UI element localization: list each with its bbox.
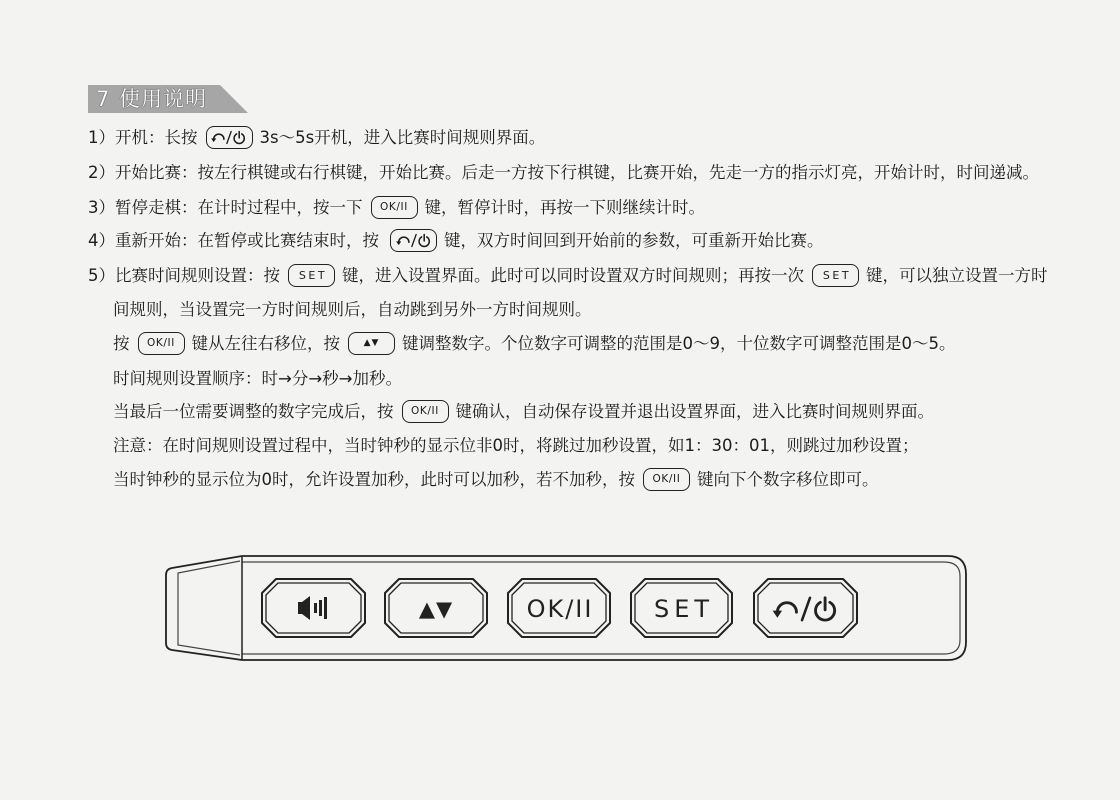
- ok-pause-key: OK/II: [643, 468, 690, 491]
- reset-power-icon: [395, 232, 433, 249]
- instruction-continuation: [113, 297, 592, 323]
- device-button-adjust-label: ▲▼: [418, 597, 454, 621]
- line-text: 键，暂停计时，再按一下则继续计时。: [424, 198, 705, 217]
- section-header: [88, 85, 250, 114]
- device-button-ok-pause-label: OK/II: [526, 595, 594, 623]
- line-text: 时间规则设置顺序：时→分→秒→加秒。: [113, 369, 402, 388]
- instruction-time-rule-setting: [88, 263, 1048, 289]
- reset-power-icon: [773, 598, 835, 620]
- device-button-set-label: SET: [653, 595, 715, 623]
- line-text: 键确认，自动保存设置并退出设置界面，进入比赛时间规则界面。: [455, 402, 934, 421]
- instruction-restart: [88, 228, 824, 254]
- adjust-key: ▲▼: [348, 332, 395, 355]
- line-text: 键调整数字。个位数字可调整的范围是0～9，十位数字可调整范围是0～5。: [402, 334, 956, 353]
- line-text: 键，进入设置界面。此时可以同时设置双方时间规则；再按一次: [342, 266, 804, 285]
- line-text: 当时钟秒的显示位为0时，允许设置加秒，此时可以加秒，若不加秒，按: [113, 470, 635, 489]
- line-text: 3）暂停走棋：在计时过程中，按一下: [88, 198, 363, 217]
- ok-pause-key: OK/II: [371, 196, 418, 219]
- instruction-move-and-adjust: [113, 331, 956, 357]
- line-text: 4）重新开始：在暂停或比赛结束时，按: [88, 231, 379, 250]
- instruction-note-continued: [113, 467, 879, 493]
- line-text: 3s～5s开机，进入比赛时间规则界面。: [259, 128, 546, 147]
- instruction-confirm: [113, 399, 934, 425]
- line-text: 1）开机：长按: [88, 128, 198, 147]
- reset-power-icon: [210, 129, 248, 146]
- line-text: 按: [113, 334, 130, 353]
- line-text: 当最后一位需要调整的数字完成后，按: [113, 402, 394, 421]
- instruction-note: [113, 433, 919, 459]
- reset-power-key: [390, 229, 437, 252]
- section-title: 使用说明: [119, 87, 207, 111]
- section-number: 7: [96, 87, 110, 111]
- instruction-start-game: [88, 160, 1039, 186]
- line-text: 键从左往右移位，按: [191, 334, 340, 353]
- speaker-icon: [298, 596, 327, 620]
- line-text: 5）比赛时间规则设置：按: [88, 266, 280, 285]
- instruction-power-on: [88, 125, 545, 151]
- line-text: 键向下个数字移位即可。: [697, 470, 879, 489]
- reset-power-key: [206, 126, 253, 149]
- line-text: 注意：在时间规则设置过程中，当时钟秒的显示位非0时，将跳过加秒设置，如1：30：01，则跳过加秒设置；: [113, 436, 919, 455]
- device-illustration: [160, 548, 972, 670]
- set-key: SET: [288, 264, 335, 287]
- instruction-setting-order: [113, 366, 402, 392]
- line-text: 间规则，当设置完一方时间规则后，自动跳到另外一方时间规则。: [113, 300, 592, 319]
- line-text: 键，可以独立设置一方时: [866, 266, 1048, 285]
- ok-pause-key: OK/II: [138, 332, 185, 355]
- set-key: SET: [812, 264, 859, 287]
- line-text: 2）开始比赛：按左行棋键或右行棋键，开始比赛。后走一方按下行棋键，比赛开始，先走一方的指示灯亮，开始计时，时间递减。: [88, 163, 1039, 182]
- device-button-volume: [262, 579, 365, 637]
- instruction-pause: [88, 195, 705, 221]
- ok-pause-key: OK/II: [402, 400, 449, 423]
- line-text: 键，双方时间回到开始前的参数，可重新开始比赛。: [444, 231, 824, 250]
